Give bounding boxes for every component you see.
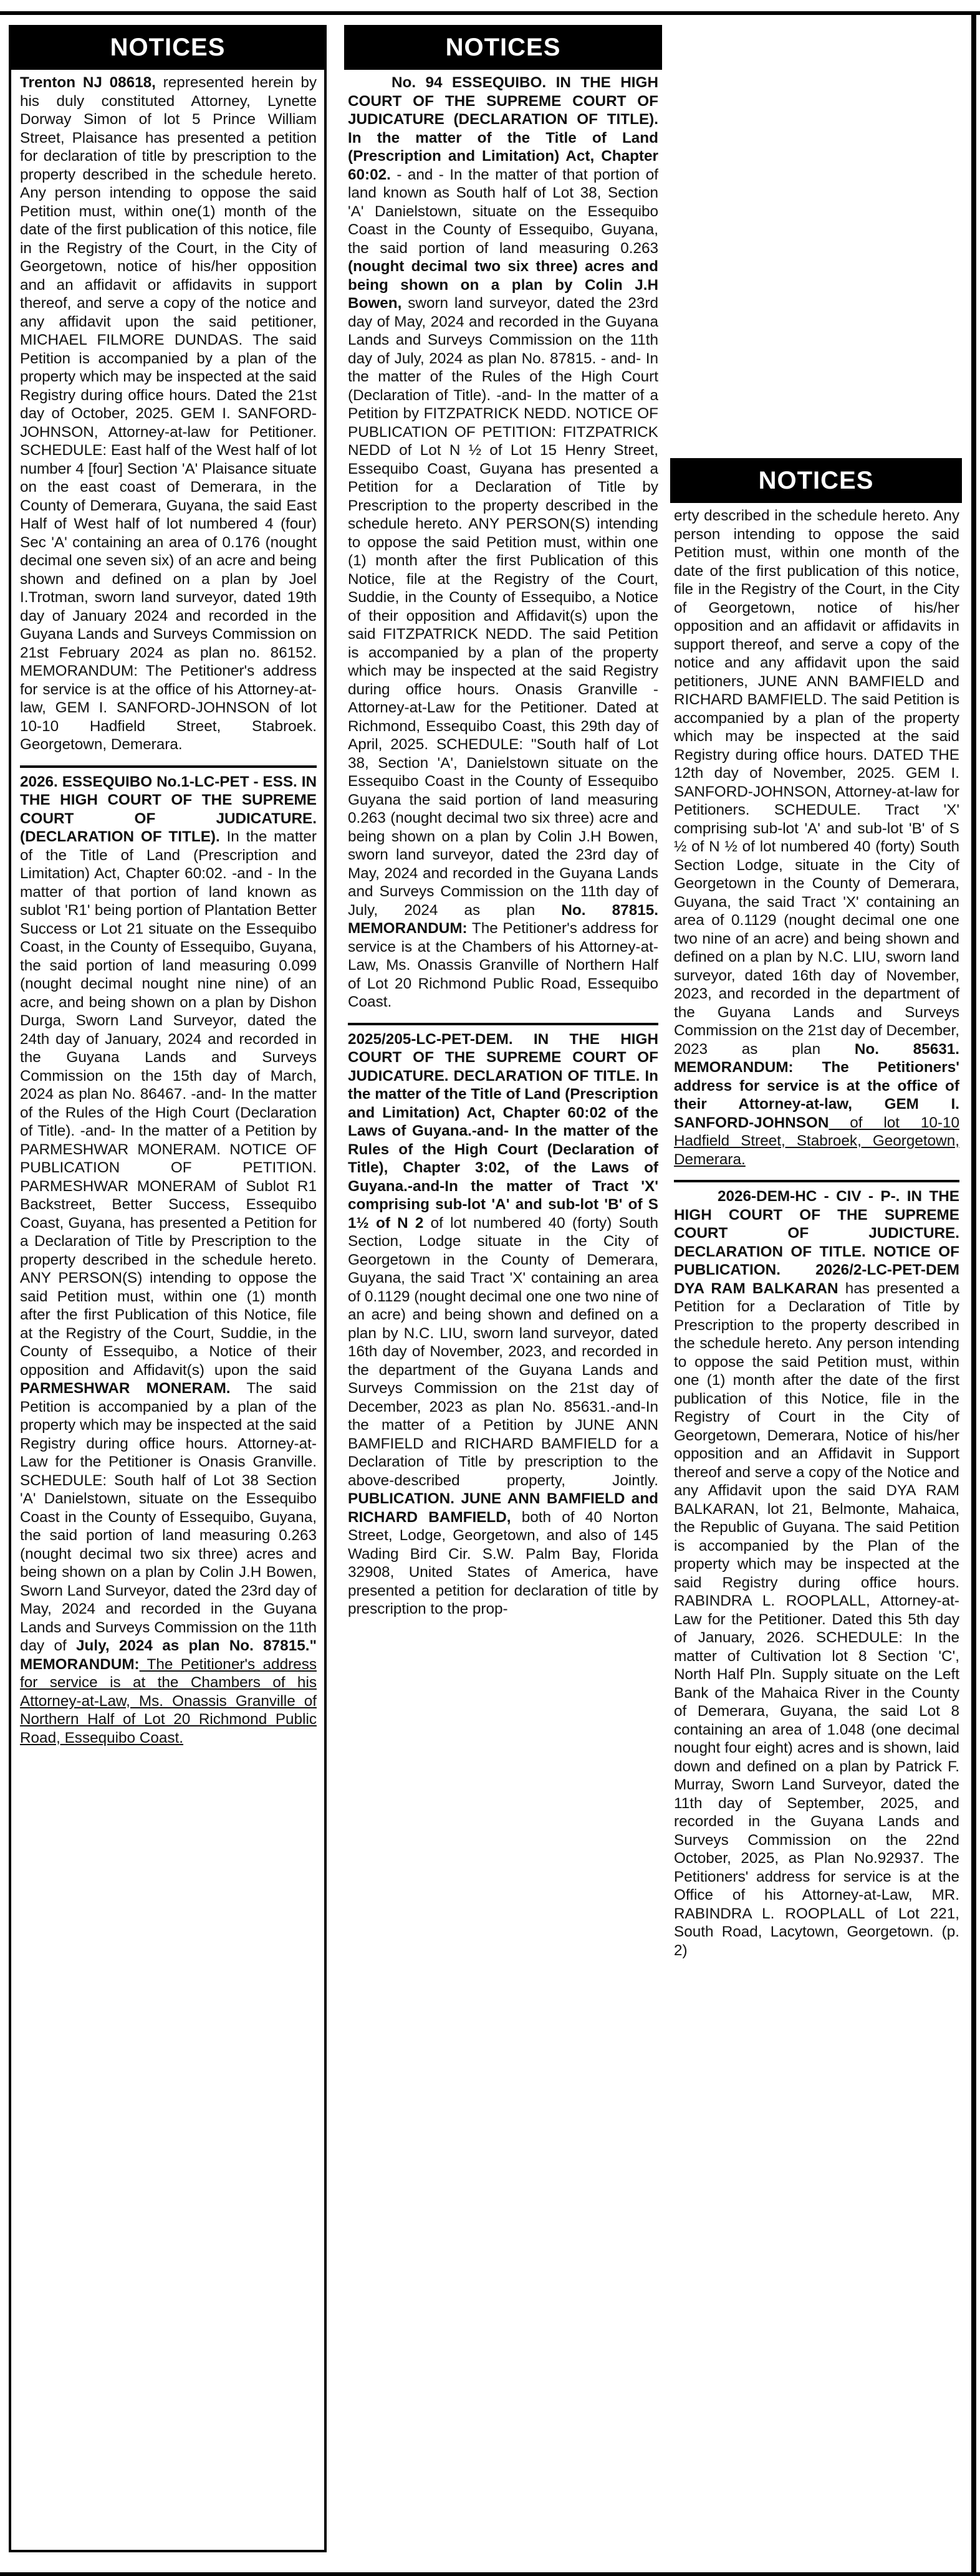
notice-item: [348, 1023, 658, 1619]
notice-text: sworn land surveyor, dated the 23rd day of May, 2024 and recorded in the Guyana Lands and Surveys Commission on the 11th day of July, 2024 as plan No. 87815. - and- In the matter of the Rules of the High Court (Declaration of Title). -and- In the matter of a Petition by FITZPATRICK NEDD. NOTICE OF PUBLICATION OF PETITION: FITZPATRICK NEDD of Lot N ½ of Lot 15 Henry Street, Essequibo Coast, Guyana has presented a Petition for a Declaration of Title by Prescription to the property described in the schedule hereto. ANY PERSON(S) intending to oppose the said Petition must, within one (1) month after the first Publication of this Notice, file at the Registry of the Court, Suddie, in the County of Essequibo, a Notice of their opposition and Affidavit(s) upon the said FITZPATRICK NEDD. The said Petition is accompanied by a plan of the property which may be inspected at the said Registry during office hours. Onasis Granville - Attorney-at-Law for the Petitioner. Dated at Richmond, Essequibo Coast, this 29th day of April, 2025. SCHEDULE: "South half of Lot 38, Section 'A', Danielstown situate on the Essequibo Coast in the County of Essequibo Guyana the said portion of land measuring 0.263 (nought decimal two six three) acre and being shown on a plan by Colin J.H Bowen, sworn land surveyor, dated the 23rd day of May, 2024 and recorded in the Guyana Lands and Surveys Commission on the 11th day of July, 2024 as plan: [348, 295, 658, 919]
notice-text: erty described in the schedule hereto. Any person intending to oppose the said Petition must, within one month of the date of the first publication of this notice, file in the Registry of the Court, in the City of Georgetown, notice of his/her opposition and an affidavit or affidavits in support thereof, and serve a copy of the notice and any affidavit upon the said petitioners, JUNE ANN BAMFIELD and RICHARD BAMFIELD. The said Petition is accompanied by a plan of the property which may be inspected at the said Registry during office hours. DATED THE 12th day of November, 2025. GEM I. SANFORD-JOHNSON, Attorney-at-law for Petitioners. SCHEDULE. Tract 'X' comprising sub-lot 'A' and sub-lot 'B' of S ½ of N ½ of lot numbered 40 (forty) South Section Lodge, situate in the City of Georgetown in the County of Demerara, Guyana, the said Tract 'X' containing an area of 0.1129 (nought decimal one one two nine of an acre) and being shown and defined on a plan by N.C. LIU, sworn land surveyor, dated 16th day of November, 2023, and recorded in the department of the Guyana Lands and Surveys Commission on the 21st day of December, 2023 as plan: [674, 507, 959, 1058]
notices-header: NOTICES: [344, 25, 662, 70]
notice-text: The Petitioner's address for service is at the Chambers of his Attorney-at-Law, Ms. Onassis Granville of Northern Half of Lot 20 Richmond Public Road, Essequibo Coast.: [20, 1655, 317, 1746]
notice-item: [674, 507, 959, 1169]
notice-lead: 2026. ESSEQUIBO No.1-LC-PET - ESS. IN THE HIGH COURT OF THE SUPREME COURT OF JUDICATURE. (DECLARATION OF TITLE).: [20, 773, 317, 845]
notice-item: [20, 74, 317, 754]
notices-header: NOTICES: [670, 458, 962, 503]
notice-lead: 2026-DEM-HC - CIV - P-. IN THE HIGH COURT OF THE SUPREME COURT OF JUDICTURE. DECLARATION OF TITLE. NOTICE OF PUBLICATION. 2026/2-LC-PET-DEM DYA RAM BALKARAN: [674, 1188, 959, 1297]
right-border-rule: [971, 11, 976, 2576]
notice-lead: No. 94 ESSEQUIBO. IN THE HIGH COURT OF THE SUPREME COURT OF JUDICATURE (DECLARATION OF TITLE). In the matter of the Title of Land (Prescription and Limitation) Act, Chapter 60:02.: [348, 74, 658, 183]
column-middle: [344, 25, 662, 1619]
notice-lead: 2025/205-LC-PET-DEM. IN THE HIGH COURT OF THE SUPREME COURT OF JUDICATURE. DECLARATION OF TITLE. In the matter of the Title of Land (Prescription and Limitation) Act, Chapter 60:02 of the Laws of Guyana.-and- In the matter of the Rules of the High Court (Declaration of Title), Chapter 3:02, of the Laws of Guyana.-and-In the matter of Tract 'X' comprising sub-lot 'A' and sub-lot 'B' of S 1½ of N 2: [348, 1030, 658, 1232]
notice-text: both of 40 Norton Street, Lodge, Georgetown, and also of 145 Wading Bird Cir. S.W. Palm Bay, Florida 32908, United States of America, have presented a petition for declaration of title by prescription to the prop-: [348, 1508, 658, 1617]
column-body: [11, 70, 324, 1747]
column-body: [344, 70, 662, 1619]
notice-emphasis: PUBLICATION. JUNE ANN BAMFIELD and RICHARD BAMFIELD,: [348, 1490, 658, 1526]
notice-text: The Petitioner's address for service is at the Chambers of his Attorney-at-Law, Ms. Onassis Granville of Northern Half of Lot 20 Richmond Public Road, Essequibo Coast.: [348, 920, 658, 1010]
notices-header: NOTICES: [11, 25, 324, 70]
notice-emphasis: (nought decimal two six three) acres and being shown on a plan by Colin J.H Bowen,: [348, 258, 658, 312]
notice-text: of lot numbered 40 (forty) South Section, Lodge situate in the City of Georgetown in the County of Demerara, Guyana, the said Tract 'X' containing an area of 0.1129 (nought decimal one one two nine of an acre) and being shown and defined on a plan by N.C. LIU, sworn land surveyor, dated 16th day of November, 2023, and recorded in the department of the Guyana Lands and Surveys Commission on the 21st day of December, 2023 as plan No. 85631.-and-In the matter of a Petition by JUNE ANN BAMFIELD and RICHARD BAMFIELD for a Declaration of Title by prescription to the above-described property, Jointly.: [348, 1214, 658, 1489]
notice-lead: Trenton NJ 08618,: [20, 74, 156, 91]
notice-item: [348, 74, 658, 1012]
notice-text: represented herein by his duly constituted Attorney, Lynette Dorway Simon of lot 5 Prince William Street, Plaisance has presented a petition for declaration of title by prescription to the property described in the schedule hereto. Any person intending to oppose the said Petition must, within one(1) month of the date of the first publication of this notice, file in the Registry of the Court, in the City of Georgetown, notice of his/her opposition and an affidavit or affidavits in support thereof, and serve a copy of the notice and any affidavit upon the said petitioner, MICHAEL FILMORE DUNDAS. The said Petition is accompanied by a plan of the property which may be inspected at the said Registry during office hours. Dated the 21st day of October, 2025. GEM I. SANFORD-JOHNSON, Attorney-at-law for Petitioner. SCHEDULE: East half of the West half of lot number 4 [four] Section 'A' Plaisance situate on the east coast of Demerara, in the County of Demerara, Guyana, the said East Half of West half of lot numbered 4 (four) Sec 'A' containing an area of 0.176 (nought decimal one seven six) of an acre and being shown and defined on a plan by Joel I.Trotman, sworn land surveyor, dated 19th day of January 2024 and recorded in the Guyana Lands and Surveys Commission on 21st February 2024 as plan no. 86152. MEMORANDUM: The Petitioner's address for service is at the office of his Attorney-at-law, GEM I. SANFORD-JOHNSON of lot 10-10 Hadfield Street, Stabroek. Georgetown, Demerara.: [20, 74, 317, 753]
notice-item: [674, 1180, 959, 1960]
notice-text: The said Petition is accompanied by a plan of the property which may be inspected at the said Registry during office hours. Attorney-at-Law for the Petitioner is Onasis Granville. SCHEDULE: South half of Lot 38 Section 'A' Danielstown, situate on the Essequibo Coast in the County of Essequibo, Guyana, the said portion of land measuring 0.263 (nought decimal two six three) acres and being shown on a plan by Colin J.H Bowen, Sworn Land Surveyor, dated the 23rd day of May, 2024 and recorded in the Guyana Lands and Surveys Commission on the 11th day of: [20, 1380, 317, 1654]
notice-text: of lot 10-10 Hadfield Street, Stabroek, Georgetown, Demerara.: [674, 1114, 959, 1168]
plan-reference: July, 2024 as plan No. 87815." MEMORANDUM:: [20, 1637, 317, 1673]
plan-reference: No. 87815. MEMORANDUM:: [348, 901, 658, 937]
notice-text: has presented a Petition for a Declaration of Title by Prescription to the property described in the schedule hereto. Any person intending to oppose the said Petition must, within one (1) month after the date of the first publication of this Notice, file in the Registry of Court in the City of Georgetown, Demerara, Notice of his/her opposition and an Affidavit in Support thereof and serve a copy of the Notice and any Affidavit upon the said DYA RAM BALKARAN, lot 21, Belmonte, Mahaica, the Republic of Guyana. The said Petition is accompanied by the Plan of the property which may be inspected at the said Registry during office hours. RABINDRA L. ROOPLALL, Attorney-at-Law for the Petitioner. Dated this 5th day of January, 2026. SCHEDULE: In the matter of Cultivation lot 8 Section 'C', North Half Pln. Supply situate on the Left Bank of the Mahaica River in the County of Demerara, Guyana, the said Lot 8 containing an area of 1.048 (one decimal nought four eight) acres and is shown, laid down and defined on a plan by Patrick F. Murray, Sworn Land Surveyor, dated the 11th day of September, 2025, and recorded in the Guyana Lands and Surveys Commission on the 22nd October, 2025, as Plan No.92937. The Petitioners' address for service is at the Office of his Attorney-at-Law, MR. RABINDRA L. ROOPLALL of Lot 221, South Road, Lacytown, Georgetown. (p. 2): [674, 1280, 959, 1959]
column-right: [670, 458, 962, 1960]
plan-reference: No. 85631. MEMORANDUM: The Petitioners' address for service is at the office of their Attorney-at-law, GEM I. SANFORD-JOHNSON: [674, 1040, 959, 1131]
column-body: [670, 503, 962, 1960]
bottom-border-rule: [0, 2572, 980, 2576]
notice-text: - and - In the matter of that portion of land known as South half of Lot 38, Section 'A' Danielstown, situate on the Essequibo Coast in the County of Essequibo, Guyana, the said portion of land measuring 0.263: [348, 166, 658, 257]
notice-item: [20, 765, 317, 1748]
petitioner-name: PARMESHWAR MONERAM.: [20, 1380, 231, 1397]
notice-text: In the matter of the Title of Land (Prescription and Limitation) Act, Chapter 60:02. -and - In the matter of that portion of land known as sublot 'R1' being portion of Plantation Better Success or Lot 21 situate on the Essequibo Coast, in the County of Essequibo, Guyana, the said portion of land measuring 0.099 (nought decimal nought nine nine) of an acre, and being shown on a plan by Dishon Durga, Sworn Land Surveyor, dated the 24th day of January, 2024 and recorded in the Guyana Lands and Surveys Commission on the 15th day of March, 2024 as plan No. 86467. -and- In the matter of the Rules of the High Court (Declaration of Title). -and- In the matter of a Petition by PARMESHWAR MONERAM. NOTICE OF PUBLICATION OF PETITION. PARMESHWAR MONERAM of Sublot R1 Backstreet, Better Success, Essequibo Coast, Guyana, has presented a Petition for a Declaration of Title by Prescription to the property described in the schedule hereto. ANY PERSON(S) intending to oppose the said Petition must, within one (1) month after the first Publication of this Notice, file at the Registry of the Court, Suddie, in the County of Essequibo, a Notice of their opposition and Affidavit(s) upon the said: [20, 828, 317, 1379]
column-left: [9, 25, 327, 2552]
